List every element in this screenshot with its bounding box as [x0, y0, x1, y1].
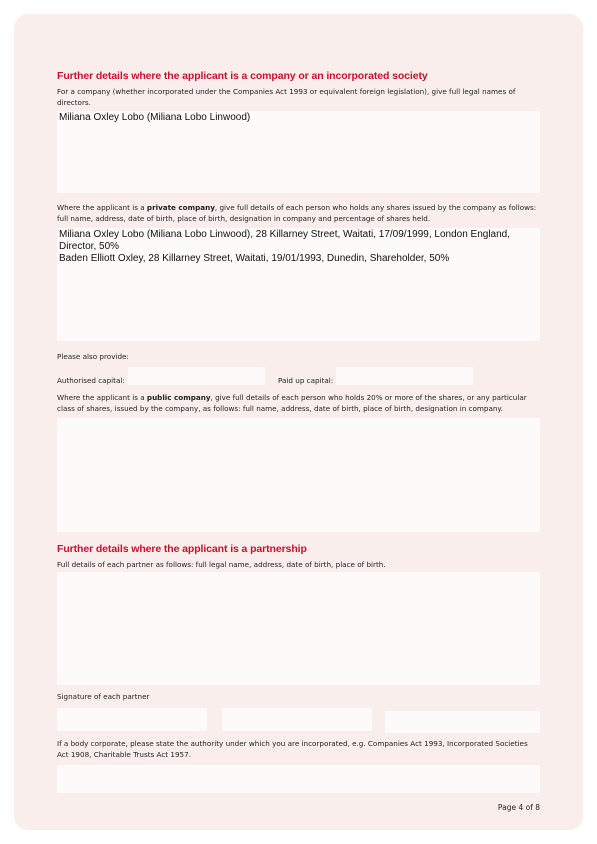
body-corporate-authority-value — [57, 765, 540, 766]
public-company-emphasis: public company — [146, 393, 211, 402]
body-corporate-authority-field[interactable] — [57, 765, 540, 793]
partnership-instruction: Full details of each partner as follows: full legal name, address, date of birth, place of birth. — [57, 560, 386, 569]
public-instruction-pre: Where the applicant is a — [57, 393, 147, 402]
company-section-heading: Further details where the applicant is a company or an incorporated society — [57, 70, 428, 82]
signature-label: Signature of each partner — [57, 692, 150, 701]
authorised-capital-value — [128, 367, 265, 368]
public-instruction-post: , give full details of each person who holds 20% or more of the shares, or any particular class of shares, issued by the company, as follows: full name, address, date of birth, place of birth, designation in company. — [57, 393, 527, 413]
partners-details-field[interactable] — [57, 572, 540, 685]
private-shareholders-field[interactable] — [57, 228, 540, 341]
directors-field[interactable] — [57, 111, 540, 193]
partners-details-value — [57, 572, 540, 573]
body-corporate-instruction: If a body corporate, please state the authority under which you are incorporated, e.g. Companies Act 1993, Incorporated Societies Act 1908, Charitable Trusts Act 1957. — [57, 739, 528, 759]
private-company-instruction — [57, 202, 540, 224]
also-provide-label: Please also provide: — [57, 352, 129, 361]
authorised-capital-input[interactable] — [128, 367, 265, 385]
paid-up-capital-input[interactable] — [336, 367, 473, 385]
public-shareholders-value — [57, 418, 540, 419]
private-company-emphasis: private company — [146, 203, 215, 212]
partner-signature-1[interactable] — [57, 708, 207, 731]
authorised-capital-label: Authorised capital: — [57, 376, 125, 385]
private-instruction-post: , give full details of each person who holds any shares issued by the company as follows: full name, address, date of birth, place of birth, designation in company and percentage of shares held. — [57, 203, 537, 223]
partnership-section-heading: Further details where the applicant is a partnership — [57, 543, 307, 555]
paid-up-capital-label: Paid up capital: — [278, 376, 334, 385]
partner-signature-3[interactable] — [385, 711, 540, 733]
directors-instruction: For a company (whether incorporated under the Companies Act 1993 or equivalent foreign legislation), give full legal names of directors. — [57, 87, 516, 107]
page-number: Page 4 of 8 — [497, 803, 540, 812]
partner-signature-2[interactable] — [222, 708, 372, 731]
private-shareholders-line-2: Baden Elliott Oxley, 28 Killarney Street, Waitati, 19/01/1993, Dunedin, Shareholder, 50% — [59, 253, 450, 265]
private-shareholders-line-1: Miliana Oxley Lobo (Miliana Lobo Linwood), 28 Killarney Street, Waitati, 17/09/1999, London England, Director, 50% — [59, 229, 511, 252]
partner-signature-3-value — [385, 711, 540, 712]
public-company-instruction — [57, 392, 540, 414]
directors-field-value: Miliana Oxley Lobo (Miliana Lobo Linwood) — [59, 112, 251, 123]
paid-up-capital-value — [336, 367, 473, 368]
public-shareholders-field[interactable] — [57, 418, 540, 532]
partner-signature-1-value — [57, 708, 207, 709]
private-instruction-pre: Where the applicant is a — [57, 203, 147, 212]
partner-signature-2-value — [222, 708, 372, 709]
